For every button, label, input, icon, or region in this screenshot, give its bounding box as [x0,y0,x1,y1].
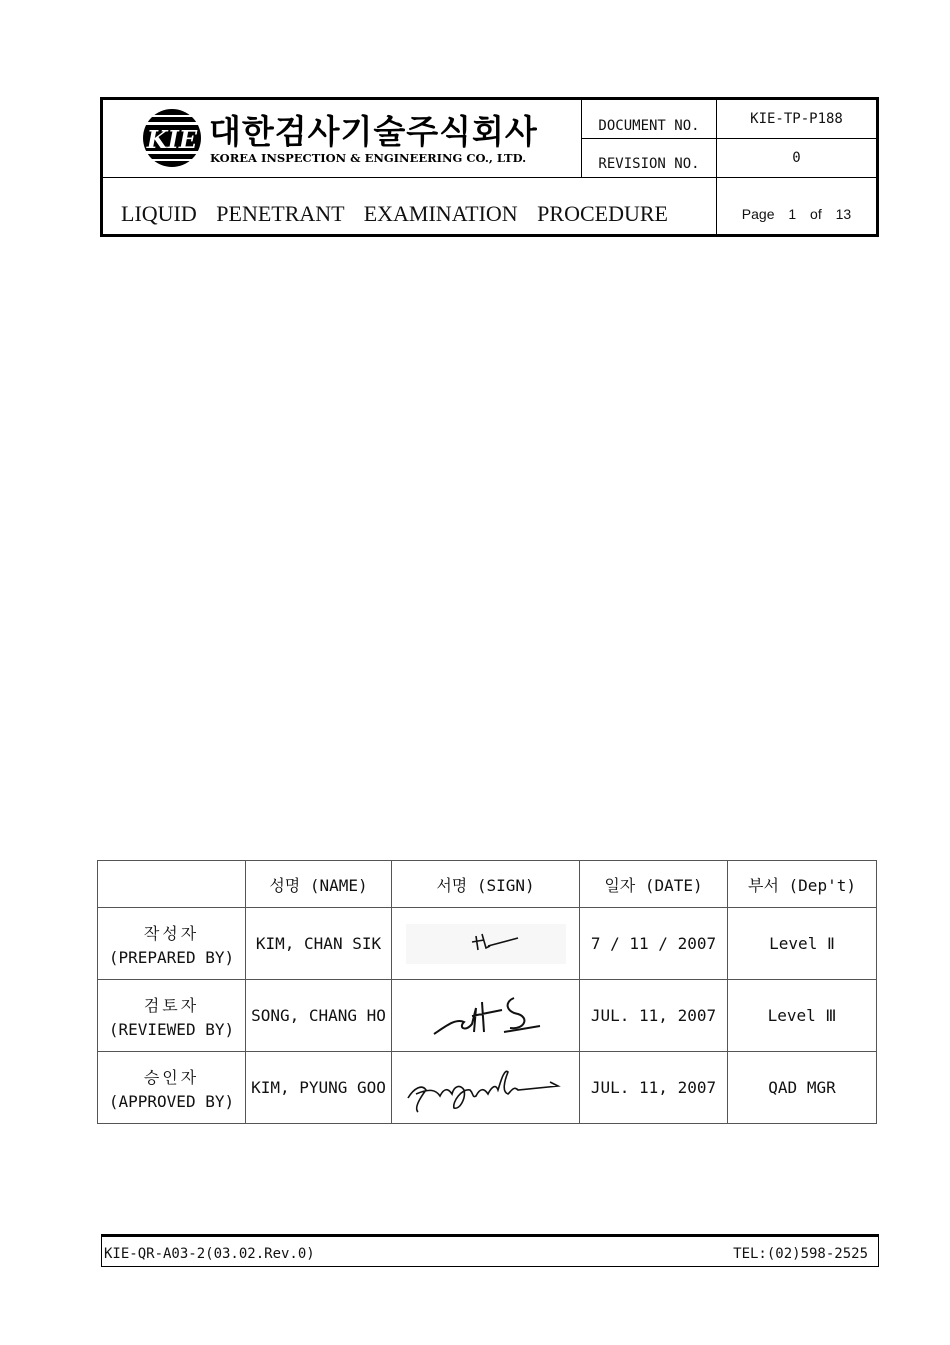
date-cell: JUL. 11, 2007 [580,980,728,1052]
header-cell-date: 일자 (DATE) [580,861,728,908]
role-english: (PREPARED BY) [108,947,235,967]
signature-cell [392,1052,580,1124]
signature-cell [392,908,580,980]
role-cell [98,908,246,980]
header-cell-sign: 서명 (SIGN) [392,861,580,908]
role-cell [98,1052,246,1124]
document-title: LIQUID PENETRANT EXAMINATION PROCEDURE [103,178,717,234]
role-korean: 승인자 [143,1067,200,1087]
date-cell: JUL. 11, 2007 [580,1052,728,1124]
approval-row-prepared [98,908,877,980]
company-name-korean: 대한검사기술주식회사 [209,112,538,151]
role-korean: 작성자 [143,923,200,943]
role-english: (APPROVED BY) [108,1091,235,1111]
name-cell: KIM, CHAN SIK [246,908,392,980]
role-english: (REVIEWED BY) [108,1019,235,1039]
date-cell: 7 / 11 / 2007 [580,908,728,980]
revision-no-value: 0 [717,139,876,178]
role-korean: 검토자 [143,995,200,1015]
document-no-value: KIE-TP-P188 [717,100,876,139]
signature-icon [400,1058,572,1118]
dept-cell: Level Ⅲ [728,980,877,1052]
dept-cell: Level Ⅱ [728,908,877,980]
header-cell-name: 성명 (NAME) [246,861,392,908]
signature-icon [406,924,566,964]
role-cell [98,980,246,1052]
document-no-label: DOCUMENT NO. [582,100,717,139]
kie-logo-icon [141,107,203,169]
revision-no-label: REVISION NO. [582,139,717,178]
form-number: KIE-QR-A03-2(03.02.Rev.0) [104,1246,315,1262]
signature-icon [406,988,566,1044]
page-indicator: Page 1 of 13 [741,206,852,222]
name-cell: KIM, PYUNG GOO [246,1052,392,1124]
dept-cell: QAD MGR [728,1052,877,1124]
approval-row-reviewed [98,980,877,1052]
company-logo-block [103,100,582,178]
header-cell-dept: 부서 (Dep't) [728,861,877,908]
svg-text:KIE: KIE [146,125,198,154]
header-cell-empty [98,861,246,908]
document-footer [101,1234,879,1267]
approval-row-approved [98,1052,877,1124]
document-header [100,97,879,237]
name-cell: SONG, CHANG HO [246,980,392,1052]
telephone: TEL:(02)598-2525 [733,1246,868,1262]
approval-header-row [98,861,877,908]
signature-cell [392,980,580,1052]
company-name-english: KOREA INSPECTION & ENGINEERING CO., LTD. [210,151,527,165]
approval-table [97,860,877,1124]
